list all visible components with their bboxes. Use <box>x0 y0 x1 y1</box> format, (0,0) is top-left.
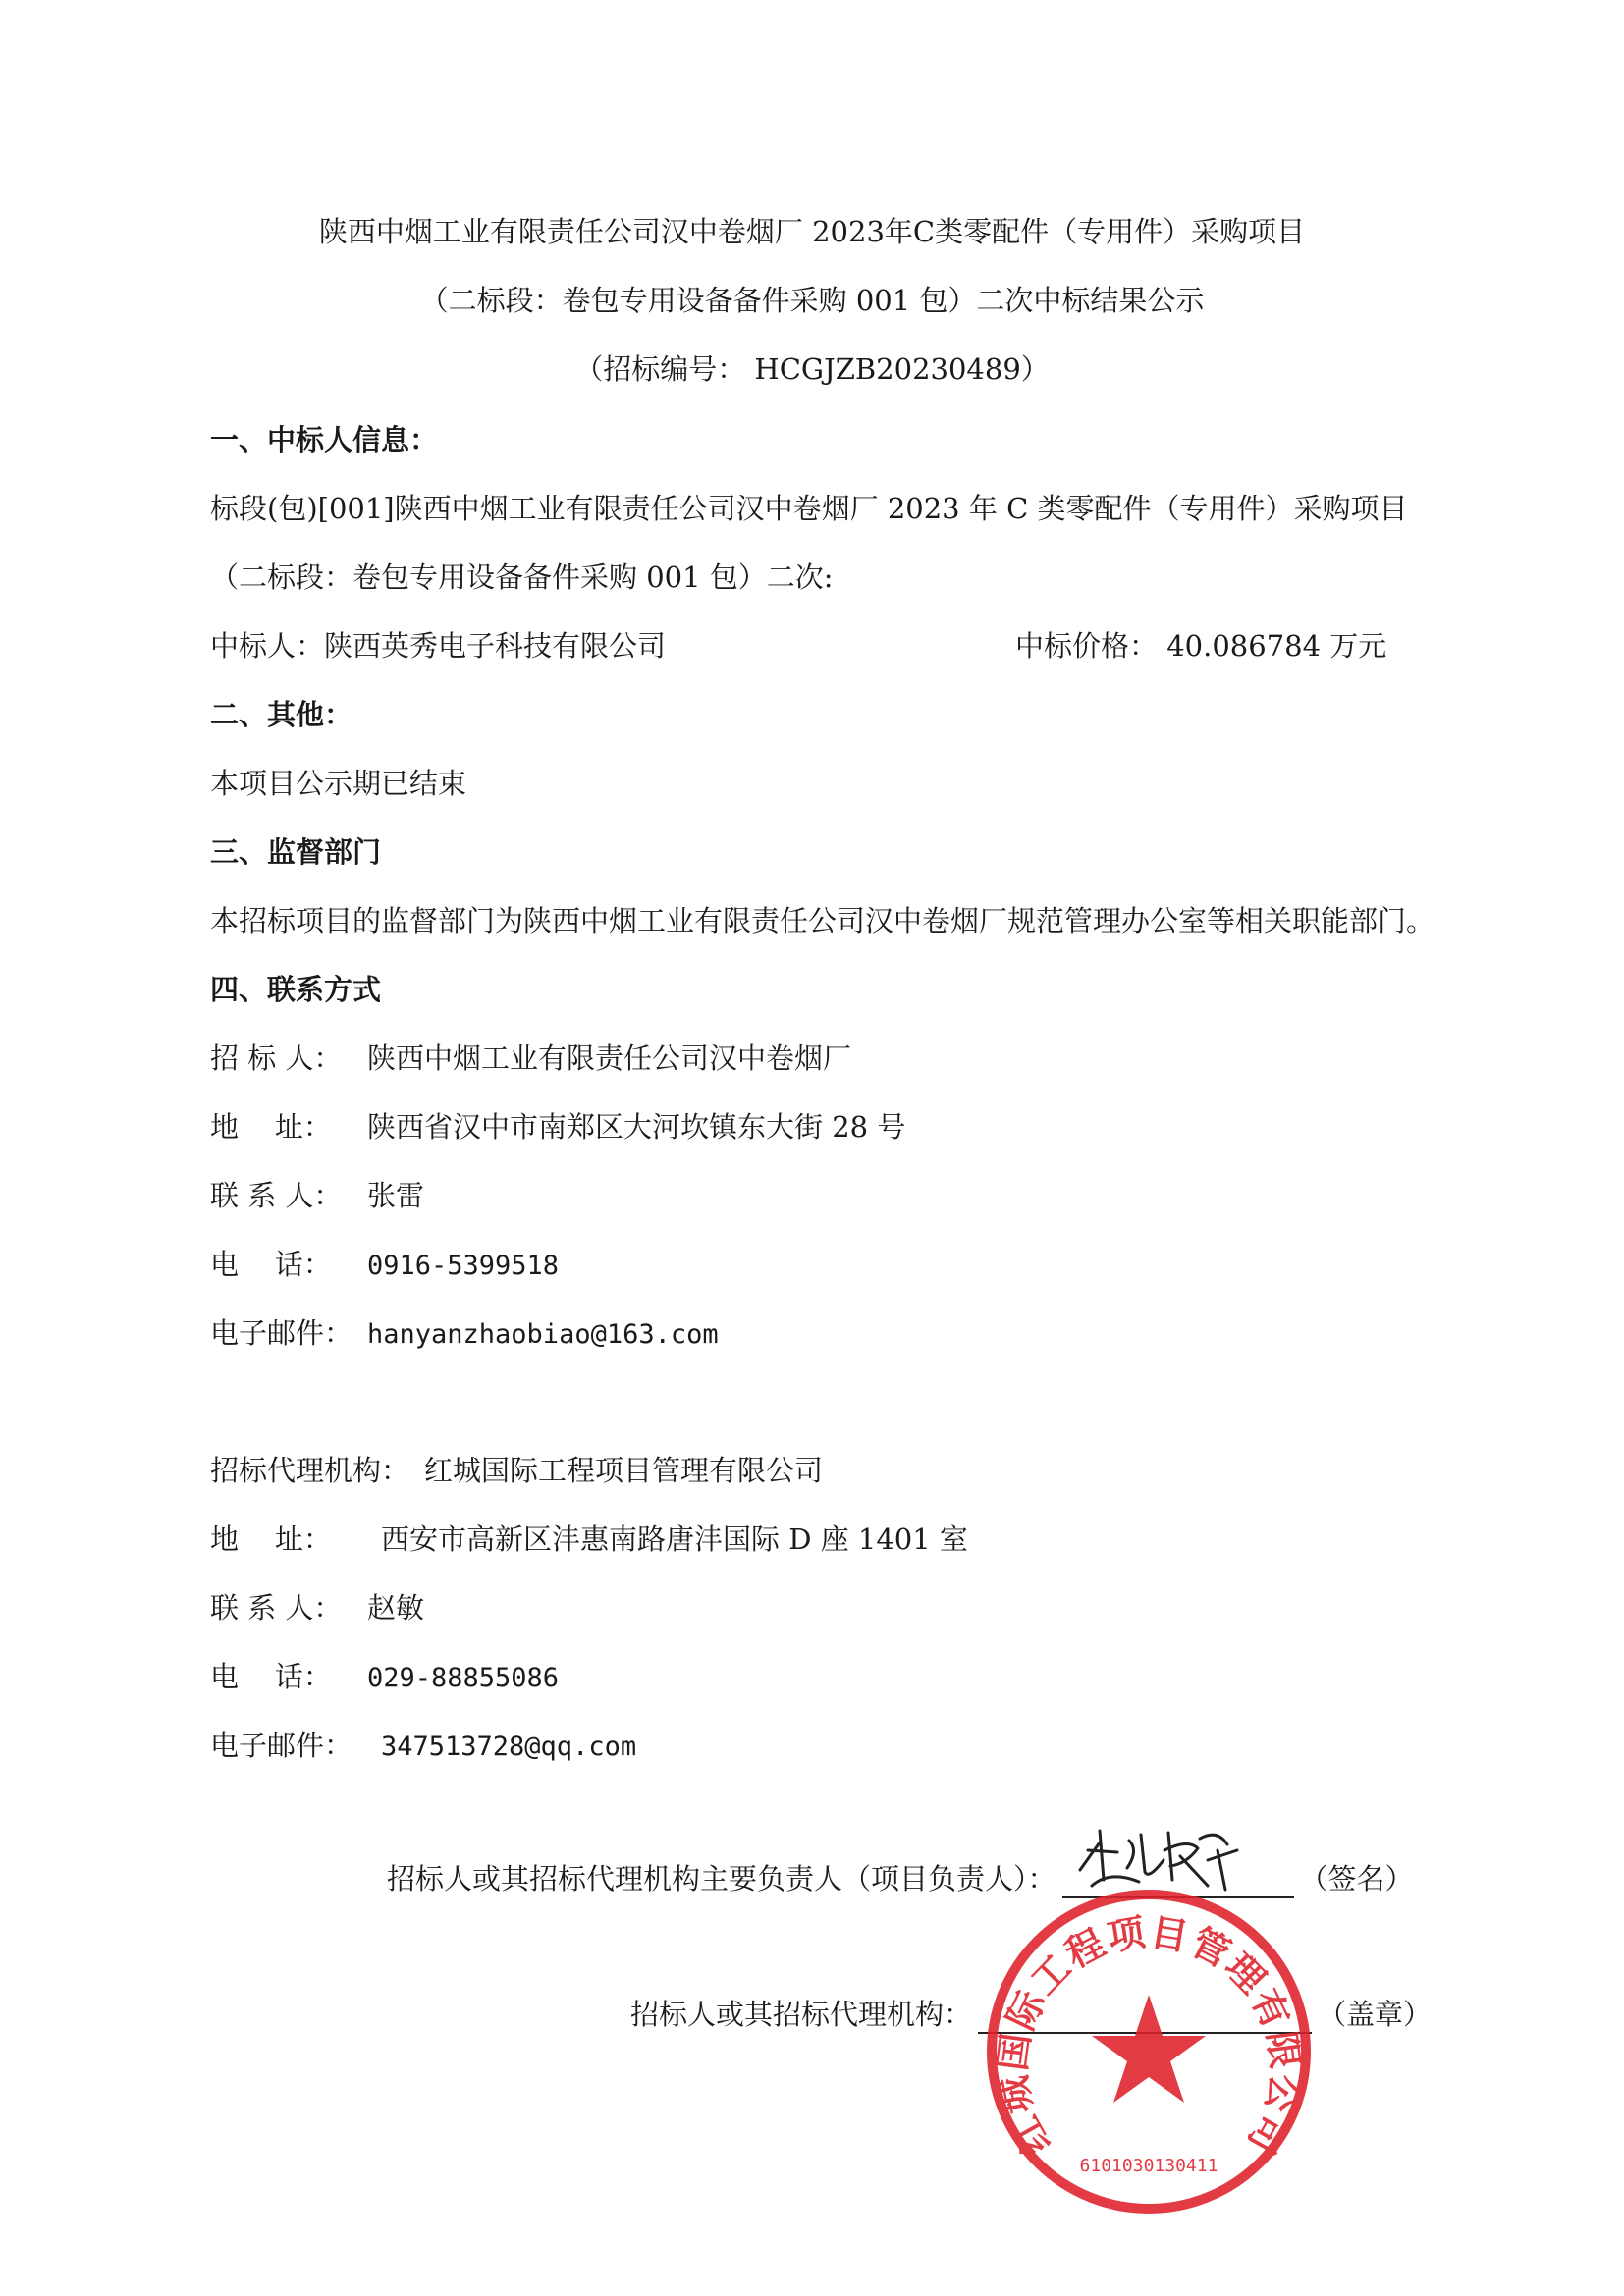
agency-email-label: 电子邮件： <box>210 1729 353 1762</box>
tenderer-contact-label: 联 系 人： <box>210 1179 343 1212</box>
title-line-2: （二标段：卷包专用设备备件采购 001 包）二次中标结果公示 <box>419 284 1205 317</box>
seal-star <box>1092 1995 1206 2103</box>
section3-text: 本招标项目的监督部门为陕西中烟工业有限责任公司汉中卷烟厂规范管理办公室等相关职能部门。 <box>210 904 1435 937</box>
tenderer-addr-row <box>210 1107 905 1147</box>
agency-addr-label: 地 址： <box>210 1522 332 1556</box>
agency-phone: 029-88855086 <box>367 1663 560 1693</box>
title-line-3: （招标编号： HCGJZB20230489） <box>574 352 1050 386</box>
tenderer-addr: 陕西省汉中市南郑区大河坎镇东大街 28 号 <box>367 1110 906 1144</box>
tenderer-addr-label: 地 址： <box>210 1110 332 1144</box>
agency-phone-row <box>210 1657 559 1698</box>
agency-phone-label: 电 话： <box>210 1660 332 1693</box>
tenderer-org-label: 招 标 人： <box>210 1041 343 1075</box>
seal-number: 6101030130411 <box>1079 2156 1218 2176</box>
tenderer-contact: 张雷 <box>367 1179 425 1212</box>
seal-suffix: （盖章） <box>1318 1998 1433 2031</box>
tenderer-email-label: 电子邮件： <box>210 1316 353 1350</box>
agency-addr-row <box>210 1520 968 1559</box>
seal-label: 招标人或其招标代理机构： <box>630 1998 973 2031</box>
agency-email[interactable]: 347513728@qq.com <box>381 1732 637 1762</box>
section2-text: 本项目公示期已结束 <box>210 767 467 800</box>
agency-contact-row <box>210 1588 424 1628</box>
agency-org-label: 招标代理机构： <box>210 1454 410 1487</box>
winner-name: 陕西英秀电子科技有限公司 <box>324 629 667 663</box>
section4-heading: 四、联系方式 <box>210 973 382 1006</box>
title-line-1: 陕西中烟工业有限责任公司汉中卷烟厂 2023年C类零配件（专用件）采购项目 <box>318 215 1306 248</box>
winner-row <box>210 626 1408 666</box>
section1-heading: 一、中标人信息： <box>210 423 439 456</box>
section3-heading: 三、监督部门 <box>210 835 382 869</box>
tenderer-phone-row <box>210 1245 559 1286</box>
tenderer-phone: 0916-5399518 <box>367 1251 560 1281</box>
tenderer-email-row <box>210 1313 719 1355</box>
agency-contact: 赵敏 <box>367 1591 425 1625</box>
lot-line-2: （二标段：卷包专用设备备件采购 001 包）二次: <box>210 561 834 594</box>
tenderer-email[interactable]: hanyanzhaobiao@163.com <box>367 1319 719 1350</box>
price-value: 40.086784 万元 <box>1166 629 1387 663</box>
sign-suffix: （签名） <box>1299 1862 1414 1896</box>
price-block <box>1015 626 1386 666</box>
price-label: 中标价格： <box>1015 629 1159 663</box>
agency-contact-label: 联 系 人： <box>210 1591 343 1625</box>
section2-heading: 二、其他： <box>210 698 353 731</box>
lot-line-1: 标段(包)[001]陕西中烟工业有限责任公司汉中卷烟厂 2023 年 C 类零配件（专用件）采购项目 <box>210 492 1408 525</box>
agency-email-row <box>210 1726 636 1767</box>
sign-label: 招标人或其招标代理机构主要负责人（项目负责人）： <box>387 1862 1056 1896</box>
winner-label: 中标人： <box>210 629 325 663</box>
tenderer-contact-row <box>210 1176 424 1215</box>
tenderer-phone-label: 电 话： <box>210 1248 332 1281</box>
agency-org-row <box>210 1451 823 1490</box>
agency-addr: 西安市高新区沣惠南路唐沣国际 D 座 1401 室 <box>381 1522 968 1556</box>
seal-text: 红城国际工程项目管理有限公司 <box>990 1909 1308 2163</box>
tenderer-org: 陕西中烟工业有限责任公司汉中卷烟厂 <box>367 1041 852 1075</box>
tenderer-org-row <box>210 1039 851 1078</box>
agency-org: 红城国际工程项目管理有限公司 <box>424 1454 824 1487</box>
company-seal <box>982 1885 1316 2218</box>
